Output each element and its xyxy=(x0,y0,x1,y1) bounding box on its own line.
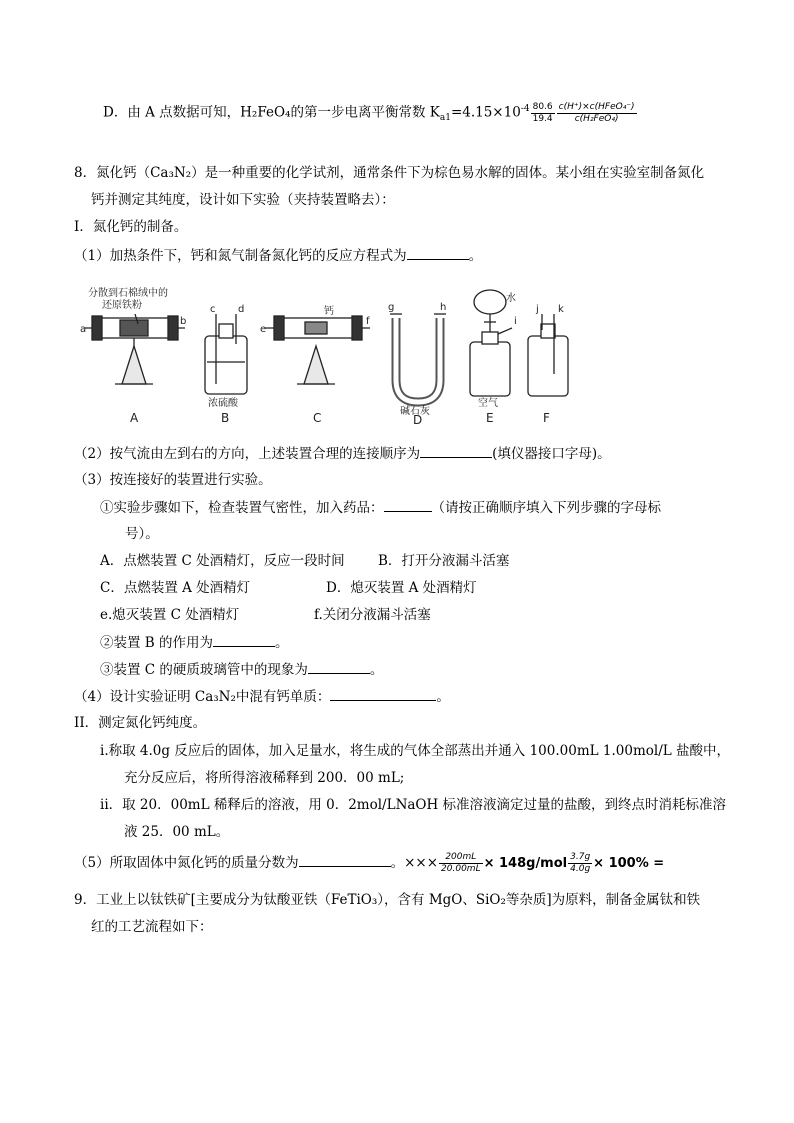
q8-s2-end: (填仪器接口字母)。 xyxy=(492,446,611,462)
item-d-eq: =4.15×10 xyxy=(450,104,521,121)
q8-s4-end: 。 xyxy=(436,689,450,705)
frac2-num: c(H⁺)×c(HFeO₄⁻) xyxy=(558,101,635,112)
letter-e: E xyxy=(486,411,494,424)
option-f: f.关闭分液漏斗活塞 xyxy=(314,607,431,623)
item-d-frac1 xyxy=(531,102,555,125)
q8-s1 xyxy=(74,245,482,266)
item-d-text: D．由 A 点数据可知， xyxy=(103,104,241,121)
q8-s3a-end: （请按正确顺序填入下列步骤的字母标 xyxy=(431,500,661,516)
q8-s2-blank[interactable] xyxy=(420,443,492,458)
item-d xyxy=(103,99,638,128)
q8-s1-blank[interactable] xyxy=(407,245,469,260)
q8-s3c-text: ③装置 C 的硬质玻璃管中的现象为 xyxy=(100,662,308,678)
q8-p2ii-line2: 液 25．00 mL。 xyxy=(124,824,230,840)
letter-f: F xyxy=(543,411,550,424)
item-d-ksub: a1 xyxy=(439,113,451,124)
q8-line1: 8．氮化钙（Ca₃N₂）是一种重要的化学试剂，通常条件下为棕色易水解的固体。某小组在实验室制备氮化 xyxy=(74,165,705,181)
q8-s4 xyxy=(74,686,450,707)
letter-c: C xyxy=(313,411,322,424)
port-j: j xyxy=(536,304,539,315)
letter-d: D xyxy=(413,413,423,424)
letter-a: A xyxy=(130,411,139,424)
q8-s3c xyxy=(100,659,383,680)
s5-frac2-den: 4.0g xyxy=(570,864,591,874)
label-e: 空气 xyxy=(478,398,498,409)
q8-part2-title: II．测定氮化钙纯度。 xyxy=(74,715,207,731)
s5-frac2-num: 3.7g xyxy=(570,852,591,862)
port-d: d xyxy=(238,304,245,315)
q9-line1: 9．工业上以钛铁矿[主要成分为钛酸亚铁（FeTiO₃），含有 MgO、SiO₂等杂质]为原料，制备金属钛和铁 xyxy=(74,892,701,908)
item-d-formula: H₂FeO₄ xyxy=(240,104,291,121)
option-c: C．点燃装置 A 处酒精灯 xyxy=(100,580,251,596)
q8-s4-blank[interactable] xyxy=(330,686,436,701)
option-e: e.熄灭装置 C 处酒精灯 xyxy=(100,607,240,623)
item-d-exp: -4 xyxy=(520,104,530,114)
q8-s5 xyxy=(74,852,664,875)
q8-p2i-line1: i.称取 4.0g 反应后的固体，加入足量水，将生成的气体全部蒸出并通入 100.00mL 1.00mol/L 盐酸中， xyxy=(100,743,730,759)
s5-frac2 xyxy=(568,852,592,875)
label-d: 碱石灰 xyxy=(400,406,430,417)
q8-s3b xyxy=(100,632,289,653)
q8-s3a-blank[interactable] xyxy=(384,497,432,512)
q8-p2i-line2: 充分反应后，将所得溶液稀释到 200．00 mL; xyxy=(124,770,405,786)
q8-s3a-text: ①实验步骤如下，检查装置气密性，加入药品： xyxy=(100,500,384,516)
label-a-top1: 分散到石棉绒中的 xyxy=(88,288,168,299)
q8-s3: （3）按连接好的装置进行实验。 xyxy=(74,472,272,488)
s5-frac1-num: 200mL xyxy=(439,852,483,864)
port-c: c xyxy=(210,304,216,315)
frac2-den: c(H₂FeO₄) xyxy=(574,113,619,124)
port-g: g xyxy=(388,302,395,313)
q8-part1-title: I．氮化钙的制备。 xyxy=(74,219,188,235)
q8-s5-blank[interactable] xyxy=(299,852,391,867)
q8-s5-mid: 。××× xyxy=(390,855,439,871)
item-d-mid: 的第一步电离平衡常数 K xyxy=(290,104,440,121)
q8-s3b-end: 。 xyxy=(275,635,289,651)
q8-s1-text: （1）加热条件下，钙和氮气制备氮化钙的反应方程式为 xyxy=(74,248,407,264)
q8-s3b-text: ②装置 B 的作用为 xyxy=(100,635,214,651)
q8-s4-text: （4）设计实验证明 Ca₃N₂中混有钙单质： xyxy=(74,689,331,705)
s5-frac1 xyxy=(439,852,483,875)
port-b: b xyxy=(180,316,187,327)
q8-s3c-end: 。 xyxy=(369,662,384,678)
q8-p2ii-line1: ii．取 20．00mL 稀释后的溶液，用 0．2mol/LNaOH 标准溶液滴定过量的盐酸，到终点时消耗标准溶 xyxy=(100,797,727,813)
apparatus-figure xyxy=(80,284,580,424)
label-b: 浓硫酸 xyxy=(208,398,238,409)
q8-s3a-cont: 号）。 xyxy=(125,526,159,542)
s5-mult: × 148g/mol xyxy=(483,856,568,871)
item-d-frac2 xyxy=(557,102,637,125)
port-h: h xyxy=(440,302,447,313)
q8-s3b-blank[interactable] xyxy=(213,632,275,647)
q8-s2 xyxy=(74,443,611,464)
letter-b: B xyxy=(221,411,230,424)
option-a: A．点燃装置 C 处酒精灯，反应一段时间 xyxy=(100,553,345,569)
q8-line2: 钙并测定其纯度，设计如下实验（夹持装置略去）： xyxy=(91,192,395,208)
label-a-top2: 还原铁粉 xyxy=(102,300,142,311)
q8-s3a xyxy=(100,497,661,518)
s5-tail: × 100% = xyxy=(593,856,665,871)
port-e: e xyxy=(260,324,267,335)
frac1-num: 80.6 xyxy=(532,101,553,112)
q8-s3c-blank[interactable] xyxy=(308,659,370,674)
label-water: 水 xyxy=(506,293,516,304)
q8-s1-end: 。 xyxy=(468,248,483,264)
q9-line2: 红的工艺流程如下： xyxy=(91,919,213,935)
q8-s2-text: （2）按气流由左到右的方向，上述装置合理的连接顺序为 xyxy=(74,446,421,462)
port-f: f xyxy=(366,316,370,327)
q8-s5-text: （5）所取固体中氮化钙的质量分数为 xyxy=(74,855,299,871)
port-a: a xyxy=(80,324,87,335)
option-d: D．熄灭装置 A 处酒精灯 xyxy=(326,580,477,596)
frac1-den: 19.4 xyxy=(532,113,553,124)
port-i: i xyxy=(514,316,517,327)
option-b: B．打开分液漏斗活塞 xyxy=(378,553,510,569)
label-ca: 钙 xyxy=(324,306,334,317)
port-k: k xyxy=(558,304,564,315)
s5-frac1-den: 20.00mL xyxy=(441,864,481,874)
